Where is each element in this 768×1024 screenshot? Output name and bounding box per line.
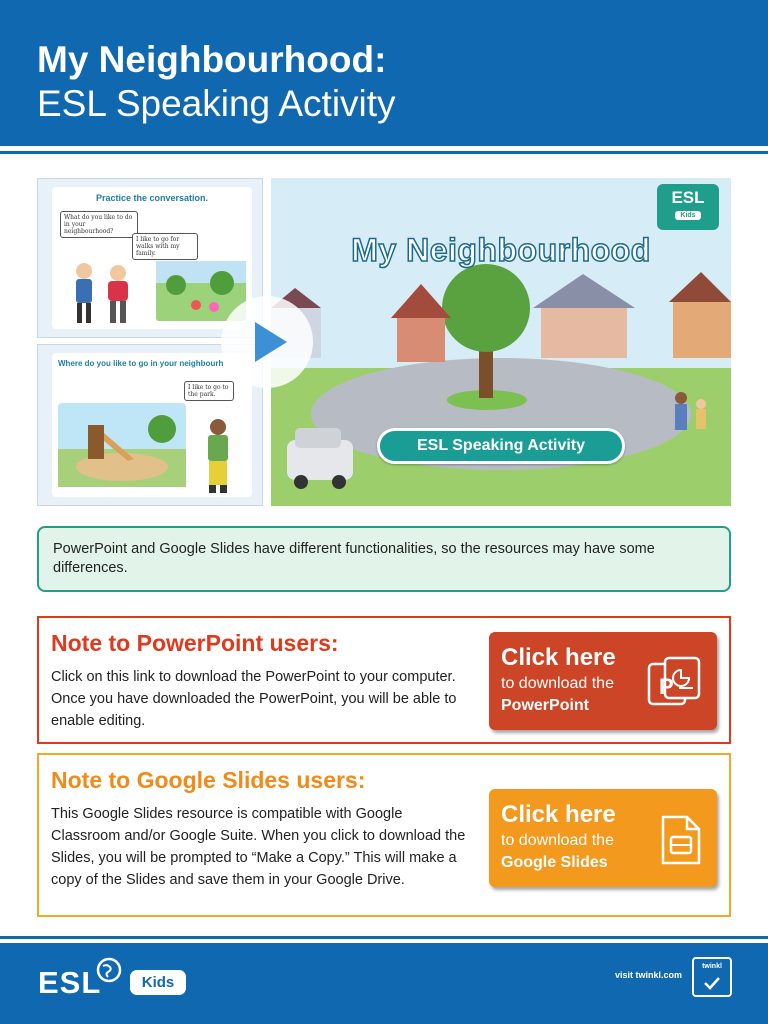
speech-bubble: What do you like to do in your neighbourhood?: [60, 211, 138, 238]
google-slides-file-icon: [659, 813, 703, 867]
page-title: My Neighbourhood:: [37, 39, 387, 80]
page-footer: [0, 943, 768, 1024]
play-icon: [221, 296, 313, 388]
esl-logo-text: ESL: [38, 965, 102, 1000]
info-note: PowerPoint and Google Slides have different functionalities, so the resources may have some differences.: [37, 526, 731, 592]
speech-bubble: I like to go for walks with my family.: [132, 233, 198, 260]
svg-text:P: P: [659, 674, 674, 699]
cta-target: Google Slides: [501, 854, 608, 871]
playground-scene-icon: [58, 403, 186, 487]
esl-kids-badge: [657, 184, 719, 230]
slide-subtitle-pill: ESL Speaking Activity: [377, 428, 625, 464]
powerpoint-note-body: Click on this link to download the PowerPoint to your computer. Once you have downloaded the PowerPoint, you will be able to enable editing.: [51, 669, 457, 729]
checkmark-icon: [702, 975, 722, 991]
header-divider: [0, 151, 768, 154]
google-slides-note-body: This Google Slides resource is compatible with Google Classroom and/or Google Suite. When you click to download the Slides, you will be prompted to “Make a Copy.” This will make a copy of the Slides and save them in your Google Drive.: [51, 806, 466, 888]
cta-heading: Click here: [501, 644, 616, 671]
resource-preview[interactable]: [37, 178, 731, 506]
boy-illustration-icon: [198, 417, 238, 495]
children-illustration-icon: [62, 259, 142, 329]
footer-divider: [0, 936, 768, 939]
powerpoint-file-icon: [645, 656, 703, 708]
kids-badge: Kids: [130, 970, 186, 995]
globe-icon: [96, 957, 122, 983]
twinkl-badge-label: twinkl: [702, 963, 722, 970]
badge-label: ESL: [671, 188, 705, 207]
google-slides-note: [37, 753, 731, 917]
badge-kids-label: Kids: [675, 211, 701, 220]
powerpoint-note: [37, 616, 731, 744]
google-slides-note-title: Note to Google Slides users:: [51, 767, 366, 793]
visit-link[interactable]: visit twinkl.com: [614, 970, 682, 980]
cta-text: to download the: [501, 675, 614, 692]
cta-text: to download the: [501, 832, 614, 849]
download-google-slides-button[interactable]: [489, 789, 717, 887]
page-header: [0, 0, 768, 146]
thumbnail-heading: Practice the conversation.: [95, 193, 209, 203]
twinkl-quality-badge: [692, 957, 732, 997]
slide-title: My Neighbourhood: [351, 232, 651, 268]
cta-target: PowerPoint: [501, 697, 590, 714]
powerpoint-note-title: Note to PowerPoint users:: [51, 630, 339, 656]
speech-bubble: I like to go to the park.: [184, 381, 234, 401]
page-subtitle: ESL Speaking Activity: [37, 83, 396, 124]
cta-heading: Click here: [501, 801, 616, 828]
thumbnail-heading: Where do you like to go in your neighbourh: [58, 359, 224, 368]
download-powerpoint-button[interactable]: [489, 632, 717, 730]
play-button[interactable]: [221, 296, 313, 388]
title-slide-preview: [271, 178, 731, 506]
